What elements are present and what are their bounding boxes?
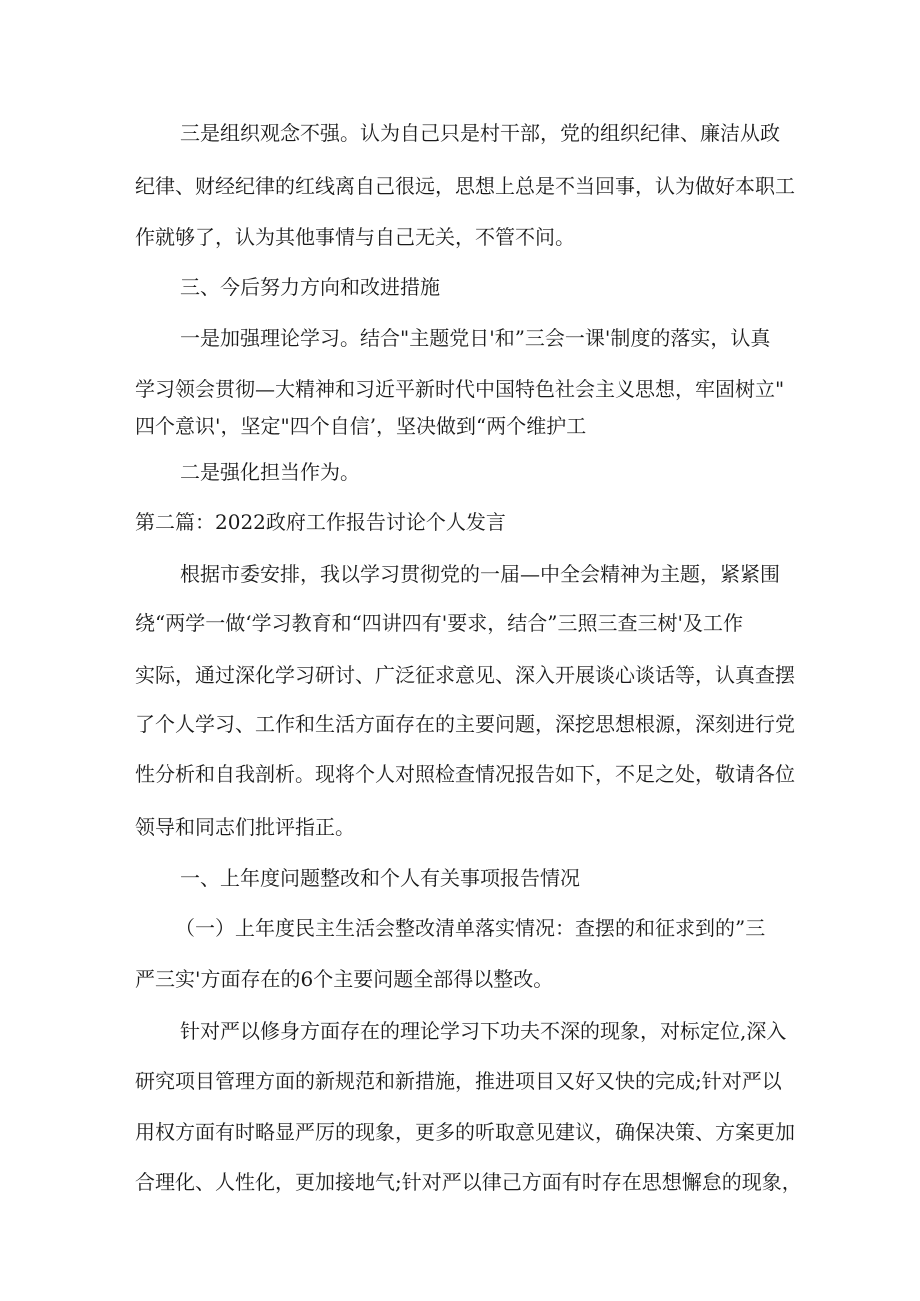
paragraph-line: 合理化、人性化，更加接地气;针对严以律己方面有时存在思想懈怠的现象， xyxy=(135,1170,802,1194)
section-heading: 一、上年度问题整改和个人有关事项报告情况 xyxy=(180,866,580,890)
paragraph-line: 用权方面有时略显严厉的现象，更多的听取意见建议，确保决策、方案更加 xyxy=(135,1120,795,1144)
paragraph-line: 学习领会贯彻—大精神和习近平新时代中国特色社会主义思想，牢固树立" xyxy=(135,377,785,401)
paragraph-line: 了个人学习、工作和生活方面存在的主要问题，深挖思想根源，深刻进行党 xyxy=(135,712,795,736)
paragraph-line: 研究项目管理方面的新规范和新措施，推进项目又好又快的完成;针对严以 xyxy=(135,1069,782,1093)
chapter-title: 第二篇：2022政府工作报告讨论个人发言 xyxy=(135,510,506,534)
paragraph-line: 领导和同志们批评指正。 xyxy=(135,815,355,839)
paragraph-line: 针对严以修身方面存在的理论学习下功夫不深的现象，对标定位,深入 xyxy=(180,1019,787,1043)
paragraph-line: 绕“两学一做‘学习教育和“四讲四有'要求，结合”三照三查三树'及工作 xyxy=(135,611,744,635)
paragraph-line: 严三实'方面存在的6个主要问题全部得以整改。 xyxy=(135,967,554,991)
paragraph-line: （一）上年度民主生活会整改清单落实情况：查摆的和征求到的”三 xyxy=(175,916,766,940)
paragraph-line: 根据市委安排，我以学习贯彻党的一届—中全会精神为主题，紧紧围 xyxy=(180,562,780,586)
paragraph-line: 四个意识'，坚定"四个自信’，坚决做到“两个维护工 xyxy=(135,414,587,438)
paragraph-line: 二是强化担当作为。 xyxy=(180,460,360,484)
paragraph-line: 三是组织观念不强。认为自己只是村干部，党的组织纪律、廉洁从政 xyxy=(180,121,780,145)
section-heading: 三、今后努力方向和改进措施 xyxy=(180,275,440,299)
paragraph-line: 一是加强理论学习。结合"主题党日'和”三会一课'制度的落实，认真 xyxy=(180,326,771,350)
paragraph-line: 性分析和自我剖析。现将个人对照检查情况报告如下，不足之处，敬请各位 xyxy=(135,762,795,786)
paragraph-line: 作就够了，认为其他事情与自己无关，不管不问。 xyxy=(135,225,575,249)
paragraph-line: 纪律、财经纪律的红线离自己很远，思想上总是不当回事，认为做好本职工 xyxy=(135,174,795,198)
paragraph-line: 实际，通过深化学习研讨、广泛征求意见、深入开展谈心谈话等，认真查摆 xyxy=(135,663,795,687)
